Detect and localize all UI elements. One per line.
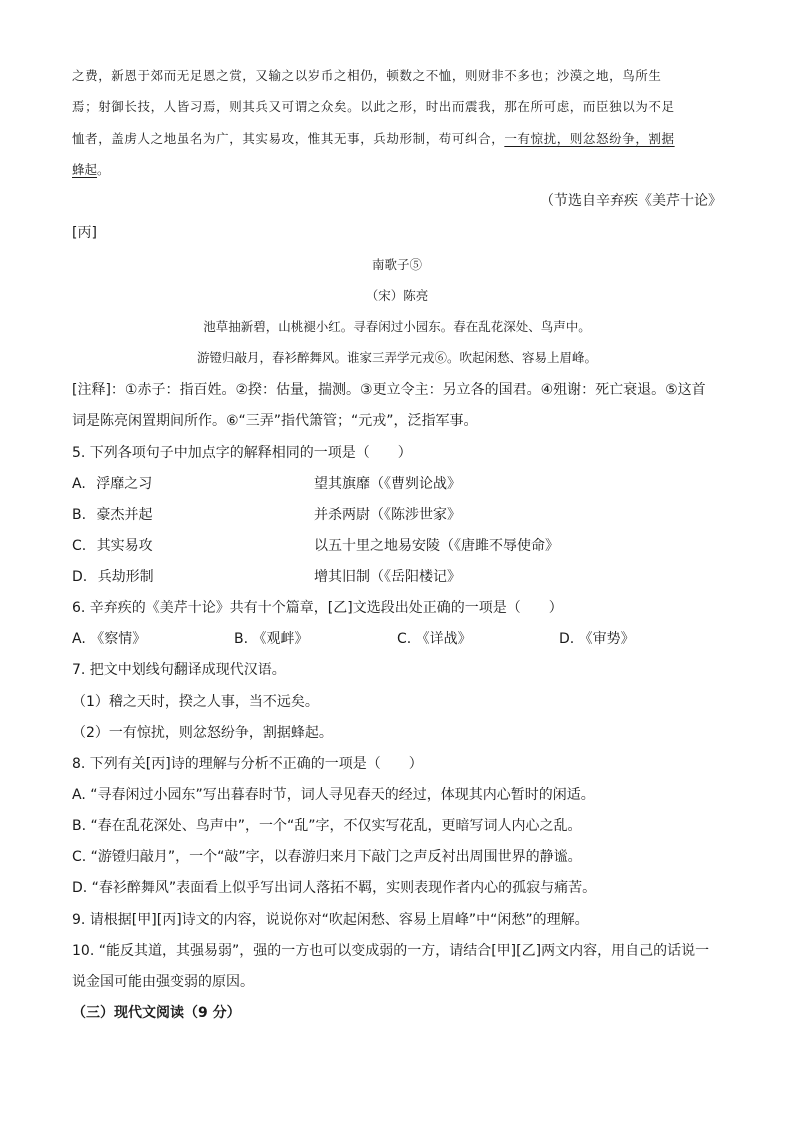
poem-title: 南歌子⑤ — [371, 257, 422, 272]
question-6-option-a: A. 《察情》 — [72, 631, 147, 647]
option-right: 望其旗靡（《曹刿论战》 — [314, 476, 461, 492]
option-left: 兵劫形制 — [97, 569, 154, 585]
question-8-option-d: D. “春衫醉舞风”表面看上似乎写出词人落拓不羁，实则表现作者内心的孤寂与痛苦。 — [72, 880, 597, 896]
option-left: 其实易攻 — [96, 538, 153, 554]
yi-passage-line-4-end: 。 — [97, 162, 110, 177]
option-letter: C. — [72, 538, 87, 554]
question-7-stem: 7. 把文中划线句翻译成现代汉语。 — [72, 662, 286, 678]
notes-line-2: 词是陈亮闲置期间所作。⑥“三弄”指代箫管；“元戎”，泛指军事。 — [72, 413, 478, 429]
yi-passage-line-3-text: 恤者，盖虏人之地虽名为广，其实易攻，惟其无事，兵劫形制，苟可纠合， — [72, 131, 505, 146]
question-9-stem: 9. 请根据[甲][丙]诗文的内容，说说你对“吹起闲愁、容易上眉峰”中“闲愁”的理解。 — [72, 912, 589, 928]
question-6-option-b: B. 《观衅》 — [234, 631, 309, 647]
option-letter: D. — [72, 569, 88, 585]
option-left: 豪杰并起 — [96, 507, 153, 523]
poem-line-2: 游镫归敲月，春衫醉舞风。谁家三弄学元戎⑥。吹起闲愁、容易上眉峰。 — [196, 350, 597, 365]
option-right: 并杀两尉（《陈涉世家》 — [314, 507, 461, 523]
yi-passage-line-2: 焉；射御长技，人皆习焉，则其兵又可谓之众矣。以此之形，时出而震我，那在所可虑，而臣独以为不足 — [72, 99, 675, 114]
question-6-option-d: D. 《审势》 — [559, 631, 635, 647]
poem-line-1: 池草抽新碧，山桃褪小红。寻春闲过小园东。春在乱花深处、鸟声中。 — [203, 319, 591, 334]
question-5-option-a — [72, 474, 722, 494]
section-3-heading: （三）现代文阅读（9 分） — [72, 1005, 241, 1021]
question-8-option-a: A. “寻春闲过小园东”写出暮春时节，词人寻见春天的经过，体现其内心暂时的闲适。 — [72, 787, 595, 803]
option-right: 以五十里之地易安陵（《唐雎不辱使命》 — [314, 538, 559, 554]
question-5-option-d — [72, 567, 722, 587]
yi-passage-line-1: 之费，新恩于郊而无足恩之赏，又输之以岁币之相仍，顿数之不恤，则财非不多也；沙漠之地，鸟所生 — [72, 68, 662, 83]
option-right: 增其旧制（《岳阳楼记》 — [314, 569, 461, 585]
question-6-stem: 6. 辛弃疾的《美芹十论》共有十个篇章，[乙]文选段出处正确的一项是（ ） — [72, 600, 563, 616]
poem-author: （宋）陈亮 — [365, 288, 429, 303]
yi-passage-line-3 — [72, 129, 722, 149]
question-8-option-c: C. “游镫归敲月”，一个“敲”字，以春游归来月下敲门之声反衬出周围世界的静谧。 — [72, 849, 582, 865]
question-10-line-2: 说金国可能由强变弱的原因。 — [72, 974, 254, 990]
question-10-line-1: 10. “能反其道，其强易弱”，强的一方也可以变成弱的一方，请结合[甲][乙]两文内容，用自己的话说一 — [72, 943, 710, 959]
question-5-option-b — [72, 505, 722, 525]
question-7-sub-1: （1）稽之天时，揆之人事，当不远矣。 — [72, 694, 319, 710]
question-5-stem: 5. 下列各项句子中加点字的解释相同的一项是（ ） — [72, 445, 412, 461]
option-letter: A. — [72, 476, 86, 492]
question-6-option-c: C. 《详战》 — [397, 631, 472, 647]
option-left: 浮靡之习 — [96, 476, 153, 492]
underlined-sentence-end: 蜂起 — [72, 162, 98, 177]
question-8-stem: 8. 下列有关[丙]诗的理解与分析不正确的一项是（ ） — [72, 756, 423, 772]
option-letter: B. — [72, 507, 87, 523]
underlined-sentence: 一有惊扰，则忿怒纷争，割据 — [504, 131, 675, 146]
question-7-sub-2: （2）一有惊扰，则忿怒纷争，割据蜂起。 — [72, 725, 333, 741]
question-5-option-c — [72, 536, 722, 556]
notes-line-1: [注释]：①赤子：指百姓。②揆：估量，揣测。③更立令主：另立各的国君。④殂谢：死亡衰退。⑤这首 — [72, 382, 706, 398]
yi-passage-line-4 — [72, 160, 722, 180]
yi-passage-source: （节选自辛弃疾《美芹十论》 — [540, 193, 722, 209]
bing-label: [丙] — [72, 225, 97, 241]
question-8-option-b: B. “春在乱花深处、鸟声中”，一个“乱”字，不仅实写花乱，更暗写词人内心之乱。 — [72, 818, 582, 834]
